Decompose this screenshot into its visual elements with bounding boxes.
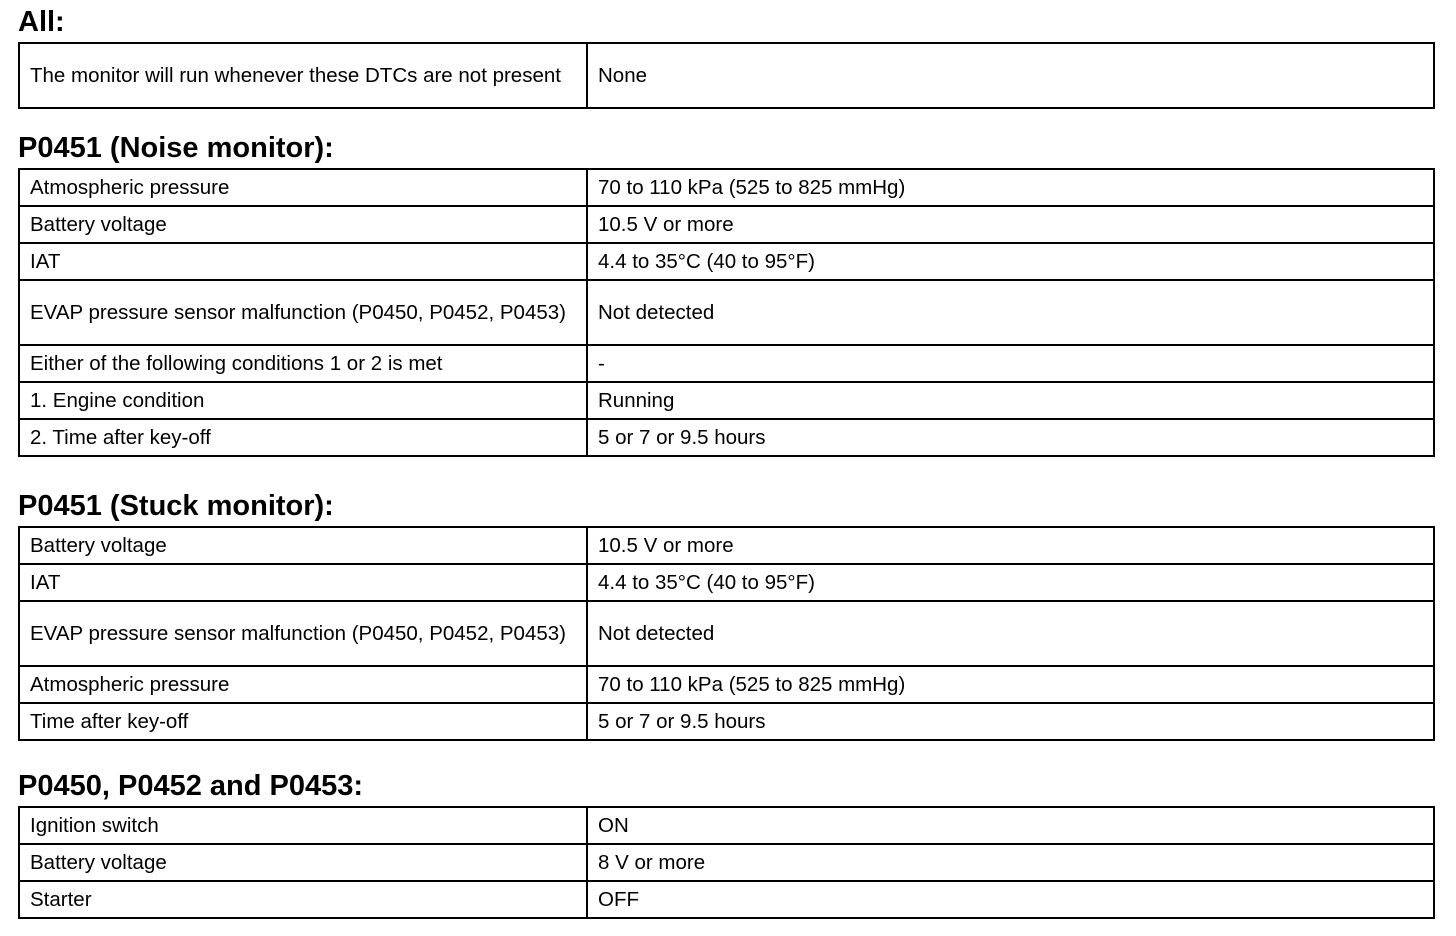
section-title-all: All: [18,6,65,38]
value-cell: - [587,345,1434,382]
condition-cell: EVAP pressure sensor malfunction (P0450, P0452, P0453) [19,280,587,345]
section-title-noise-monitor: P0451 (Noise monitor): [18,132,334,164]
condition-cell: Battery voltage [19,206,587,243]
value-cell: 5 or 7 or 9.5 hours [587,419,1434,456]
condition-cell: Atmospheric pressure [19,666,587,703]
value-cell: ON [587,807,1434,844]
table-row [19,419,1434,456]
condition-cell: 1. Engine condition [19,382,587,419]
condition-cell: Battery voltage [19,844,587,881]
table-row [19,382,1434,419]
table-row [19,43,1434,108]
value-cell: 70 to 110 kPa (525 to 825 mmHg) [587,666,1434,703]
conditions-table-noise-monitor [18,168,1435,457]
table-row [19,601,1434,666]
table-row [19,206,1434,243]
value-cell: 70 to 110 kPa (525 to 825 mmHg) [587,169,1434,206]
value-cell: 4.4 to 35°C (40 to 95°F) [587,243,1434,280]
condition-cell: Starter [19,881,587,918]
table-row [19,844,1434,881]
table-row [19,345,1434,382]
value-cell: 8 V or more [587,844,1434,881]
value-cell: 5 or 7 or 9.5 hours [587,703,1434,740]
condition-cell: Time after key-off [19,703,587,740]
value-cell: Not detected [587,601,1434,666]
table-row [19,881,1434,918]
section-title-p0450-p0452-p0453: P0450, P0452 and P0453: [18,770,364,802]
condition-cell: IAT [19,243,587,280]
table-row [19,527,1434,564]
conditions-table-stuck-monitor [18,526,1435,741]
section-title-stuck-monitor: P0451 (Stuck monitor): [18,490,334,522]
table-row [19,666,1434,703]
condition-cell: Atmospheric pressure [19,169,587,206]
condition-cell: Battery voltage [19,527,587,564]
condition-cell: EVAP pressure sensor malfunction (P0450, P0452, P0453) [19,601,587,666]
condition-cell: Either of the following conditions 1 or 2 is met [19,345,587,382]
value-cell: 10.5 V or more [587,206,1434,243]
value-cell: 4.4 to 35°C (40 to 95°F) [587,564,1434,601]
value-cell: Running [587,382,1434,419]
condition-cell: The monitor will run whenever these DTCs are not present [19,43,587,108]
table-row [19,280,1434,345]
condition-cell: IAT [19,564,587,601]
value-cell: Not detected [587,280,1434,345]
value-cell: None [587,43,1434,108]
condition-cell: Ignition switch [19,807,587,844]
table-row [19,564,1434,601]
condition-cell: 2. Time after key-off [19,419,587,456]
conditions-table-all [18,42,1435,109]
table-row [19,703,1434,740]
value-cell: OFF [587,881,1434,918]
table-row [19,807,1434,844]
table-row [19,169,1434,206]
conditions-table-p0450-p0452-p0453 [18,806,1435,919]
value-cell: 10.5 V or more [587,527,1434,564]
table-row [19,243,1434,280]
